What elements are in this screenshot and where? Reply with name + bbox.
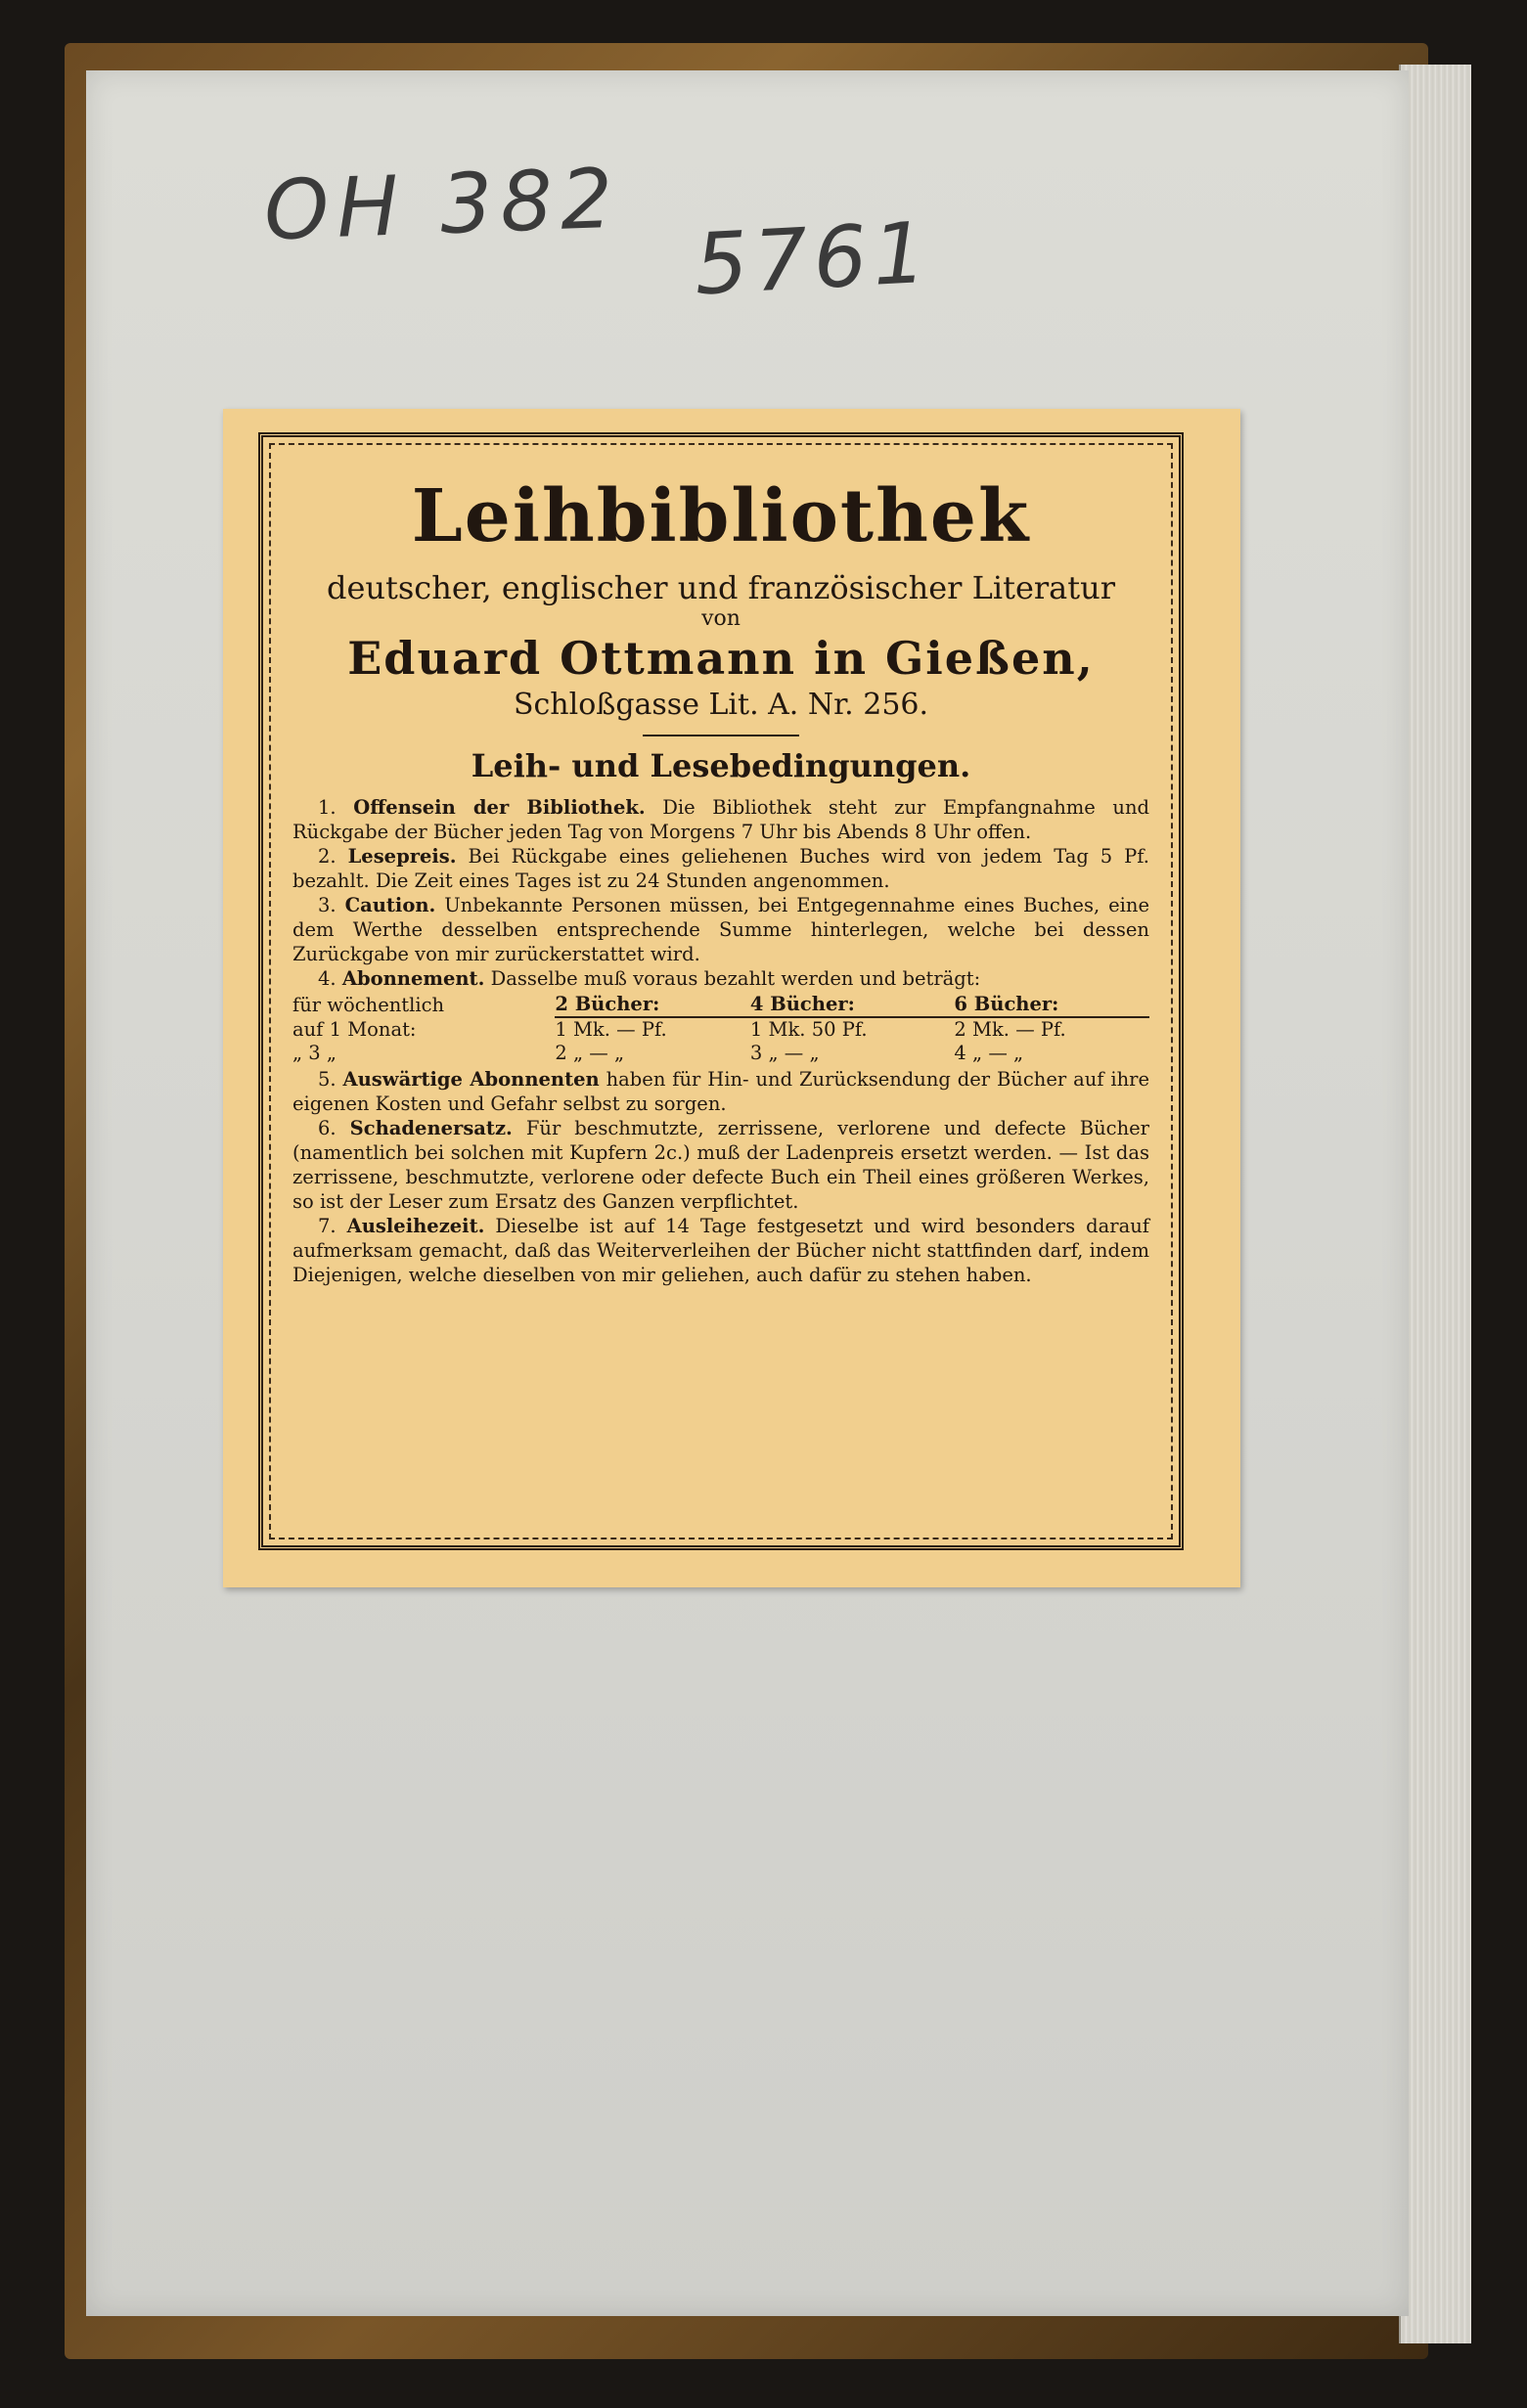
handwritten-shelfmark: OH 382 [262, 150, 622, 259]
price-cell: 4 „ — „ [954, 1042, 1024, 1064]
price-cell: 1 Mk. 50 Pf. [749, 1018, 868, 1041]
price-cell: „ 3 „ [292, 1042, 337, 1064]
conditions-heading: Leih- und Lesebedingungen. [471, 747, 971, 784]
label-owner: Eduard Ottmann in Gießen, [347, 632, 1095, 685]
price-cell: 1 Mk. — Pf. [555, 1018, 667, 1041]
clause-4: 4. Abonnement. Dasselbe muß voraus bezahlt werden und beträgt: [318, 967, 981, 990]
label-title: Leihbibliothek [411, 474, 1031, 558]
price-cell: 2 Mk. — Pf. [954, 1018, 1066, 1041]
label-address: Schloßgasse Lit. A. Nr. 256. [513, 688, 929, 722]
label-subtitle: deutscher, englischer und französischer Literatur [326, 569, 1116, 606]
price-table [292, 993, 1149, 1065]
clause-3: 3. Caution. Unbekannte Personen müssen, bei Entgegennahme eines Buches, eine dem Werthe desselben entsprechende Summe hinterlegen, welche bei dessen Zurückgabe von mir zurückerstattet wird. [292, 894, 1149, 965]
price-header: 6 Bücher: [954, 993, 1149, 1017]
price-header: 4 Bücher: [750, 993, 955, 1017]
price-row-label: für wöchentlich [292, 994, 445, 1016]
price-header: 2 Bücher: [555, 993, 750, 1017]
page-edges [1399, 65, 1471, 2343]
ornamental-frame [258, 432, 1184, 1550]
price-cell: 2 „ — „ [555, 1042, 625, 1064]
clause-5: 5. Auswärtige Abonnenten haben für Hin- und Zurücksendung der Bücher auf ihre eigenen Kosten und Gefahr selbst zu sorgen. [292, 1068, 1150, 1115]
clause-7: 7. Ausleihezeit. Dieselbe ist auf 14 Tage festgesetzt und wird besonders darauf aufmerksam gemacht, daß das Weiterverleihen der Bücher nicht stattfinden darf, indem Diejenigen, welche dieselben von mir geliehen, auch dafür zu stehen haben. [292, 1215, 1149, 1286]
divider [643, 735, 799, 736]
label-von: von [701, 606, 741, 631]
price-table-header [292, 993, 1149, 1017]
clause-6: 6. Schadenersatz. Für beschmutzte, zerrissene, verlorene und defecte Bücher (namentlich bei solchen mit Kupfern 2c.) muß der Ladenpreis ersetzt werden. — Ist das zerrissene, beschmutzte, verlorene oder defecte Buch ein Theil eines größeren Werkes, so ist der Leser zum Ersatz des Ganzen verpflichtet. [292, 1117, 1149, 1213]
clause-1: 1. Offensein der Bibliothek. Die Bibliothek steht zur Empfangnahme und Rückgabe der Bücher jeden Tag von Morgens 7 Uhr bis Abends 8 Uhr offen. [292, 796, 1149, 843]
label-content [292, 467, 1149, 1287]
price-row [292, 1042, 1149, 1065]
library-label [223, 409, 1240, 1587]
handwritten-accession-number: 5761 [692, 203, 935, 315]
price-cell: 3 „ — „ [749, 1042, 820, 1064]
price-cell: auf 1 Monat: [292, 1018, 417, 1041]
clause-2: 2. Lesepreis. Bei Rückgabe eines geliehenen Buches wird von jedem Tag 5 Pf. bezahlt. Die Zeit eines Tages ist zu 24 Stunden angenommen. [292, 845, 1149, 892]
price-row [292, 1017, 1149, 1042]
